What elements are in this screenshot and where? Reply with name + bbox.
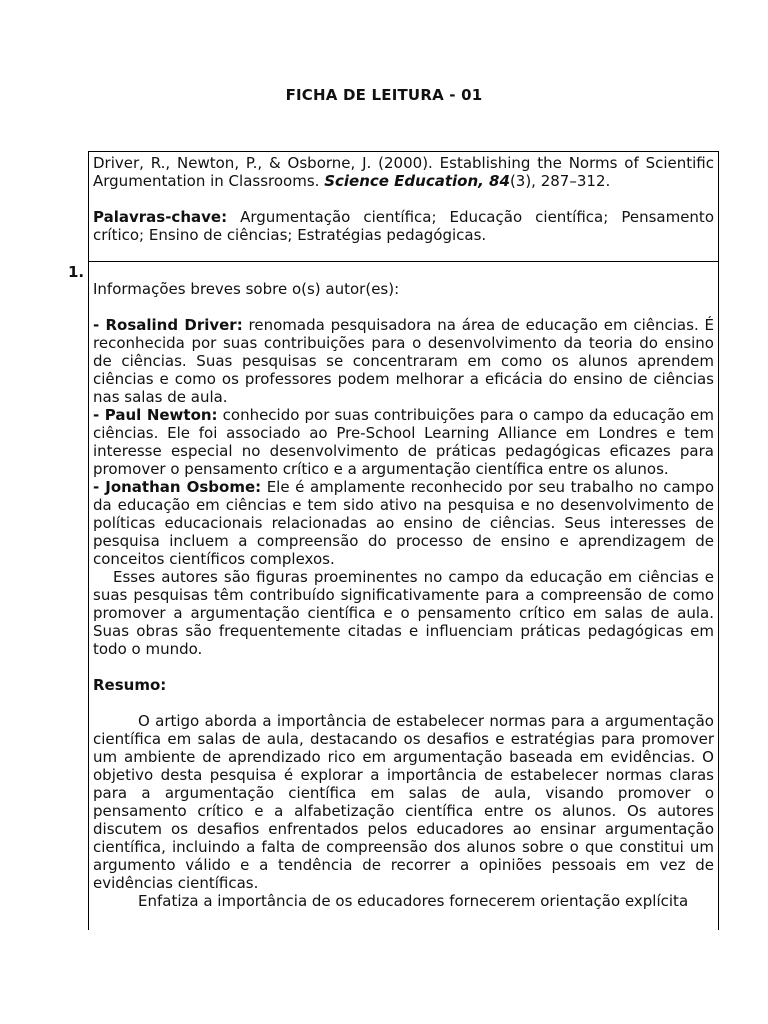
author-description: conhecido por suas contribuições para o campo da educação em ciências. Ele foi associado ao Pre-School Learning Alliance em Londres e tem interesse especial no desenvolvimento de práticas pedagógicas eficazes para promover o pensamento crítico e a argumentação científica entre os alunos. [93,406,714,478]
author-name: - Rosalind Driver: [93,316,243,334]
author-entry [93,406,714,478]
resumo-paragraph: O artigo aborda a importância de estabelecer normas para a argumentação científica em salas de aula, destacando os desafios e estratégias para promover um ambiente de aprendizado rico em argumentação baseada em evidências. O objetivo desta pesquisa é explorar a importância de estabelecer normas claras para a argumentação científica em salas de aula, visando promover o pensamento crítico e a alfabetização científica entre os alunos. Os autores discutem os desafios enfrentados pelos educadores ao ensinar argumentação científica, incluindo a falta de compreensão dos alunos sobre o que constitui um argumento válido e a tendência de recorrer a opiniões pessoais em vez de evidências científicas. [93,712,714,892]
resumo-paragraph: Enfatiza a importância de os educadores fornecerem orientação explícita [138,892,689,910]
reference-citation [93,154,714,190]
section-number: 1. [68,263,85,281]
page-title: FICHA DE LEITURA - 01 [285,86,483,104]
author-description: renomada pesquisadora na área de educação em ciências. É reconhecida por suas contribuições para o desenvolvimento da teoria do ensino de ciências. Suas pesquisas se concentraram em como os alunos aprendem ciências e como os professores podem melhorar a eficácia do ensino de ciências nas salas de aula. [93,316,715,406]
author-name: - Paul Newton: [93,406,218,424]
authors-box [88,261,719,930]
keywords-label: Palavras-chave: [93,208,228,226]
reference-box [88,151,719,262]
author-name: - Jonathan Osbome: [93,478,262,496]
citation-text: Driver, R., Newton, P., & Osborne, J. (2000). Establishing the Norms of Scientific Argumentation in Classrooms. [93,154,714,190]
citation-pages: (3), 287–312. [509,172,611,190]
keywords [93,208,714,244]
resumo-heading: Resumo: [93,676,167,694]
journal-name: Science Education, 84 [324,172,510,190]
authors-summary: Esses autores são figuras proeminentes no campo da educação em ciências e suas pesquisas têm contribuído significativamente para a compreensão de como promover a argumentação científica e o pensamento crítico em salas de aula. Suas obras são frequentemente citadas e influenciam práticas pedagógicas em todo o mundo. [93,568,714,658]
authors-heading: Informações breves sobre o(s) autor(es): [93,280,400,298]
author-description: Ele é amplamente reconhecido por seu trabalho no campo da educação em ciências e tem sido ativo na pesquisa e no desenvolvimento de políticas educacionais relacionadas ao ensino de ciências. Seus interesses de pesquisa incluem a compreensão do processo de ensino e aprendizagem de conceitos científicos complexos. [93,478,714,568]
author-entry [93,478,714,568]
keywords-text: Argumentação científica; Educação científica; Pensamento crítico; Ensino de ciências; Estratégias pedagógicas. [93,208,714,244]
author-entry [93,316,714,406]
